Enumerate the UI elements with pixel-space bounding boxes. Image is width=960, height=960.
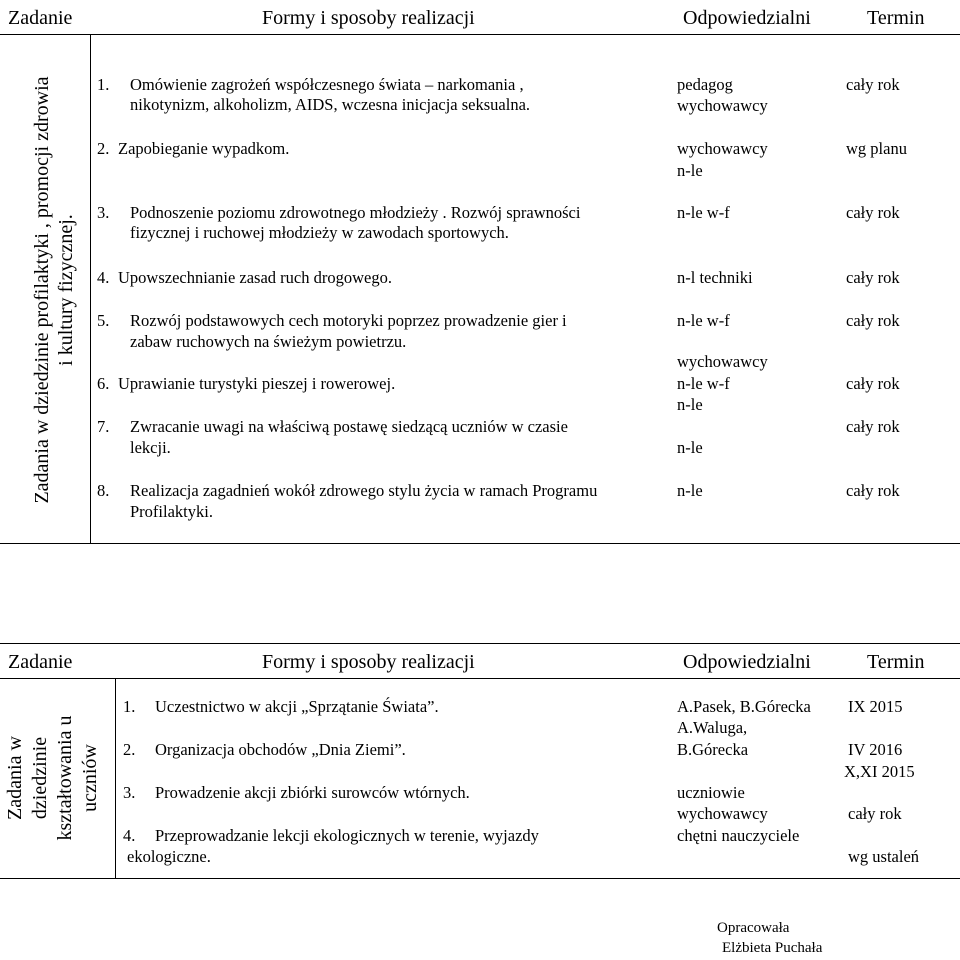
item-text: Organizacja obchodów „Dnia Ziemi”. [155,740,406,759]
item-text: Uprawianie turystyki pieszej i rowerowej. [118,374,396,393]
item-text: ekologiczne. [127,847,211,866]
table-rule [0,543,960,544]
category-line: dziedzinie [29,736,51,820]
item-number: 8. [97,481,110,500]
item-number: 5. [97,311,110,330]
header-termin: Termin [867,7,925,29]
item-text: lekcji. [130,438,171,457]
responsible-text: n-le w-f [677,203,730,222]
item-number: 2. [97,139,110,158]
responsible-text: B.Górecka [677,740,749,759]
item-text: nikotynizm, alkoholizm, AIDS, wczesna inicjacja seksualna. [130,95,531,114]
header-odpowiedzialni: Odpowiedzialni [683,651,811,673]
item-number: 2. [123,740,136,759]
term-text: cały rok [846,311,900,330]
category-line: kształtowania u [54,715,76,841]
item-number: 7. [97,417,110,436]
table-rule [0,678,960,679]
item-number: 3. [97,203,110,222]
table-rule [0,34,960,35]
item-text: Rozwój podstawowych cech motoryki poprzez prowadzenie gier i [130,311,567,330]
item-text: Upowszechnianie zasad ruch drogowego. [118,268,392,287]
category-line: Zadania w [4,736,26,820]
header-termin: Termin [867,651,925,673]
author-label: Opracowała [717,920,790,936]
term-text: wg ustaleń [848,847,920,866]
responsible-text: n-le [677,395,703,414]
header-zadanie: Zadanie [8,651,73,673]
term-text: cały rok [846,203,900,222]
item-number: 6. [97,374,110,393]
item-text: zabaw ruchowych na świeżym powietrzu. [130,332,407,351]
term-text: IV 2016 [848,740,903,759]
table-column-divider [90,35,91,543]
responsible-text: n-l techniki [677,268,753,287]
item-text: Omówienie zagrożeń współczesnego świata – narkomania , [130,75,524,94]
table-rule [0,878,960,879]
responsible-text: wychowawcy [677,139,768,158]
term-text: cały rok [846,417,900,436]
responsible-text: wychowawcy [677,804,768,823]
category-line: uczniów [79,744,101,812]
responsible-text: A.Pasek, B.Górecka [677,697,811,716]
item-text: Zapobieganie wypadkom. [118,139,290,158]
item-number: 1. [97,75,110,94]
responsible-text: n-le [677,481,703,500]
responsible-text: n-le w-f [677,311,730,330]
item-text: Zwracanie uwagi na właściwą postawę siedzącą uczniów w czasie [130,417,568,436]
responsible-text: A.Waluga, [677,718,748,737]
category-label [30,40,86,540]
item-text: fizycznej i ruchowej młodzieży w zawodach sportowych. [130,223,509,242]
responsible-text: wychowawcy [677,96,768,115]
item-text: Realizacja zagadnień wokół zdrowego stylu życia w ramach Programu [130,481,598,500]
term-text: cały rok [846,374,900,393]
item-number: 4. [97,268,110,287]
responsible-text: uczniowie [677,783,745,802]
table-column-divider [115,679,116,878]
table-rule [0,643,960,644]
term-text: IX 2015 [848,697,903,716]
responsible-text: n-le [677,438,703,457]
term-text: cały rok [848,804,902,823]
responsible-text: n-le [677,161,703,180]
item-text: Uczestnictwo w akcji „Sprzątanie Świata”. [155,697,439,716]
responsible-text: chętni nauczyciele [677,826,800,845]
category-line: Zadania w dziedzinie profilaktyki , promocji zdrowia [31,76,53,504]
category-label [3,680,109,876]
term-text: cały rok [846,75,900,94]
header-odpowiedzialni: Odpowiedzialni [683,7,811,29]
responsible-text: n-le w-f [677,374,730,393]
term-text: cały rok [846,268,900,287]
item-number: 4. [123,826,136,845]
author-name: Elżbieta Puchała [722,940,823,956]
header-formy: Formy i sposoby realizacji [262,651,475,673]
category-line: i kultury fizycznej. [55,214,77,366]
item-number: 3. [123,783,136,802]
responsible-text: wychowawcy [677,352,768,371]
term-text: wg planu [846,139,907,158]
header-zadanie: Zadanie [8,7,73,29]
item-text: Przeprowadzanie lekcji ekologicznych w terenie, wyjazdy [155,826,539,845]
item-text: Podnoszenie poziomu zdrowotnego młodzieży . Rozwój sprawności [130,203,581,222]
item-text: Profilaktyki. [130,502,213,521]
item-number: 1. [123,697,136,716]
term-text: cały rok [846,481,900,500]
responsible-text: pedagog [677,75,733,94]
term-text: X,XI 2015 [844,762,915,781]
header-formy: Formy i sposoby realizacji [262,7,475,29]
item-text: Prowadzenie akcji zbiórki surowców wtórnych. [155,783,470,802]
